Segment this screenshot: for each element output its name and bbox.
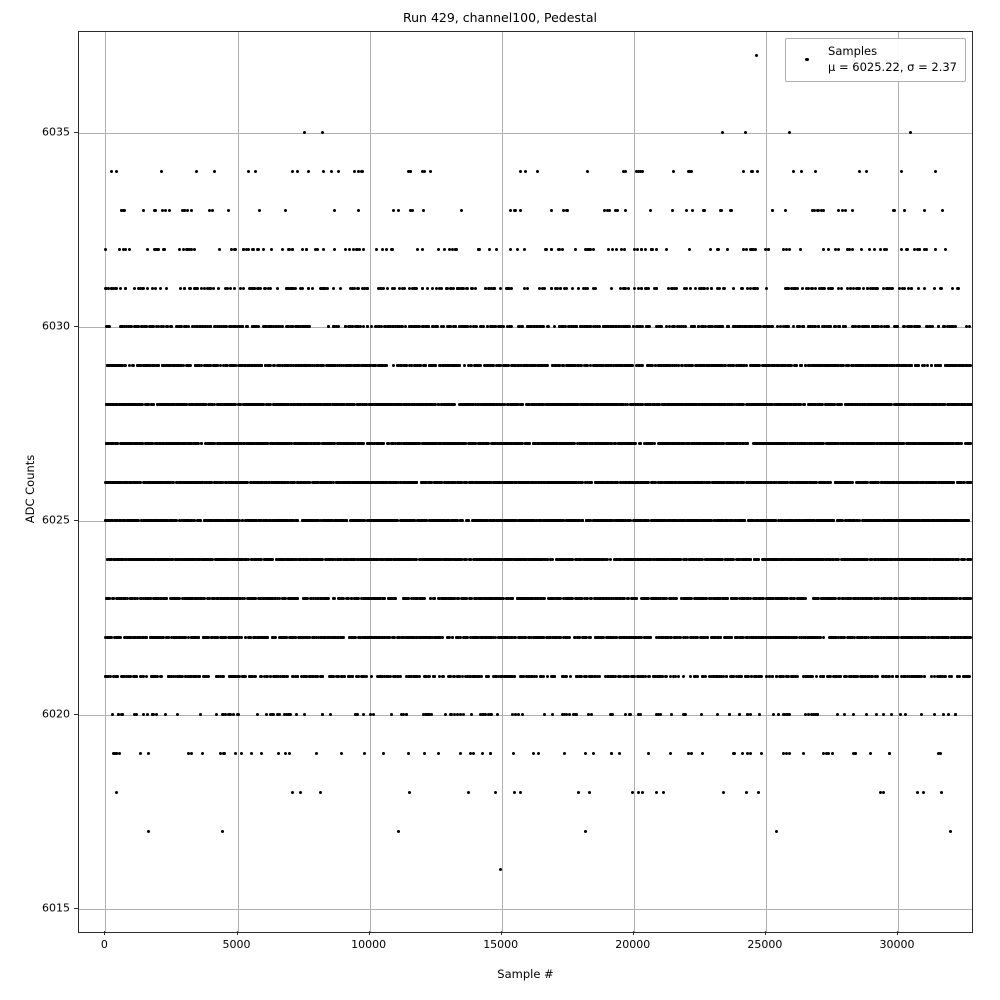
x-tick-mark <box>237 931 238 935</box>
x-tick-mark <box>104 931 105 935</box>
x-axis-label: Sample # <box>497 967 554 981</box>
legend <box>785 38 966 82</box>
x-tick-mark <box>501 931 502 935</box>
x-tick-mark <box>765 931 766 935</box>
x-tick-mark <box>633 931 634 935</box>
x-tick-label: 15000 <box>483 938 519 951</box>
legend-label-stats: μ = 6025.22, σ = 2.37 <box>828 59 957 74</box>
legend-label-samples: Samples <box>828 44 878 58</box>
y-tick-mark <box>74 714 78 715</box>
y-tick-label: 6020 <box>42 707 70 721</box>
y-tick-mark <box>74 520 78 521</box>
gridline-horizontal <box>79 909 972 910</box>
chart-title: Run 429, channel100, Pedestal <box>403 10 597 25</box>
y-tick-mark <box>74 132 78 133</box>
x-tick-label: 10000 <box>351 938 387 951</box>
y-tick-mark <box>74 908 78 909</box>
y-tick-label: 6025 <box>42 513 70 527</box>
x-tick-label: 0 <box>100 938 108 951</box>
y-tick-label: 6035 <box>42 125 70 139</box>
legend-marker-icon <box>794 58 820 62</box>
x-tick-label: 20000 <box>615 938 651 951</box>
plot-area <box>78 31 973 933</box>
x-tick-label: 5000 <box>222 938 251 951</box>
x-tick-mark <box>897 931 898 935</box>
x-tick-mark <box>369 931 370 935</box>
y-tick-label: 6030 <box>42 319 70 333</box>
legend-entry-samples <box>794 44 957 75</box>
y-tick-label: 6015 <box>42 901 70 915</box>
x-tick-label: 30000 <box>879 938 915 951</box>
y-axis-label: ADC Counts <box>23 454 37 524</box>
gridline-horizontal <box>79 133 972 134</box>
y-tick-mark <box>74 326 78 327</box>
x-tick-label: 25000 <box>747 938 783 951</box>
